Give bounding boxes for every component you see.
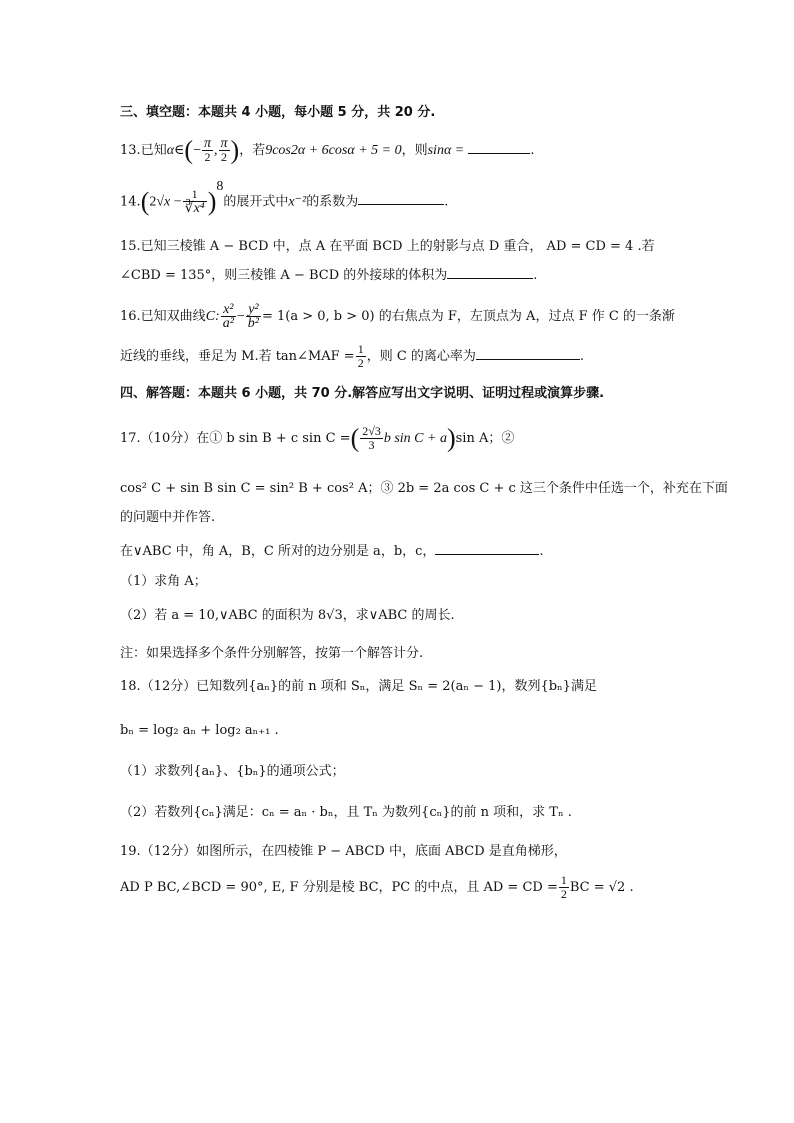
q17-text-3: sin A；② (455, 431, 515, 446)
answer-blank-17[interactable] (435, 540, 539, 555)
q14-text-1: 的展开式中 (223, 194, 289, 210)
q16-text-3: 近线的垂线，垂足为 M.若 tan∠MAF = (120, 349, 355, 364)
question-19-line-2 (120, 874, 634, 901)
question-17-part-1: （1）求角 A； (120, 574, 207, 589)
answer-blank-14[interactable] (358, 190, 444, 205)
question-18-part-1: （1）求数列{aₙ}、{bₙ}的通项公式； (120, 764, 345, 779)
answer-blank-15[interactable] (447, 264, 533, 279)
exponent-8: 8 (216, 179, 224, 194)
q16-text-2: = 1(a > 0, b > 0) 的右焦点为 F，左顶点为 A，过点 F 作 C 的一条渐 (262, 309, 675, 324)
q13-text-1: 已知 (140, 143, 167, 158)
question-16-line-2 (120, 343, 584, 370)
binomial-expression: 2√x − (149, 194, 182, 210)
question-13 (120, 137, 535, 164)
q13-end: . (530, 143, 535, 158)
question-18-line-2: bₙ = log₂ aₙ + log₂ aₙ₊₁ . (120, 723, 279, 738)
q13-condition: α∈ (166, 143, 185, 158)
question-14 (120, 179, 449, 217)
q17-text-1: 17.（10分）在① b sin B + c sin C = (120, 431, 351, 446)
fraction-2root3-over-3: $\frac{2√3}{3}$ (362, 424, 381, 452)
comma: , (214, 143, 218, 158)
q16-end: . (579, 349, 585, 364)
q14-number: 14. (120, 194, 141, 210)
q17-text-2: b sin C + a (383, 431, 447, 446)
section-heading-fill-in: 三、填空题：本题共 4 小题，每小题 5 分，共 20 分. (120, 105, 436, 120)
question-17-line-1 (120, 425, 514, 452)
fraction-y2-over-b2: $\frac{\text{y²}}{\text{b²}}$ (247, 302, 259, 331)
right-paren: ) (446, 423, 456, 453)
minus-sign: − (193, 143, 201, 158)
q15-end: . (533, 268, 538, 283)
question-18-part-2: （2）若数列{cₙ}满足：cₙ = aₙ · bₙ，且 Tₙ 为数列{cₙ}的前 n 项和，求 Tₙ . (120, 805, 572, 820)
right-paren: ) (230, 135, 240, 165)
left-paren: ( (184, 135, 194, 165)
right-paren: ) (207, 186, 217, 216)
q16-curve: C: (205, 309, 220, 324)
question-17-line-3: 的问题中并作答. (120, 510, 216, 525)
q14-end: . (444, 194, 449, 210)
q17-end: . (539, 544, 544, 559)
q14-term: x⁻² (288, 194, 307, 210)
question-17-note: 注：如果选择多个条件分别解答，按第一个解答计分. (120, 646, 424, 661)
question-17-line-4 (120, 540, 544, 562)
fraction-1-over-2: $\frac{1}{2}$ (357, 342, 364, 370)
fraction-pi-over-2: $\frac{\pi}{2}$ (220, 136, 228, 164)
fraction-pi-over-2: $\frac{\pi}{2}$ (204, 136, 212, 164)
q14-text-2: 的系数为 (306, 194, 359, 210)
fraction-1-over-2: $\frac{1}{2}$ (560, 873, 567, 901)
q16-text-4: ，则 C 的离心率为 (366, 349, 476, 364)
q13-text-3: ，则 (401, 143, 428, 158)
q13-ask: sinα = (427, 143, 465, 158)
q15-text: ∠CBD = 135°，则三棱锥 A − BCD 的外接球的体积为 (120, 268, 448, 283)
left-paren: ( (350, 423, 360, 453)
section-heading-answer: 四、解答题：本题共 6 小题，共 70 分.解答应写出文字说明、证明过程或演算步骤. (120, 386, 605, 401)
question-17-part-2: （2）若 a = 10,∨ABC 的面积为 8√3，求∨ABC 的周长. (120, 608, 455, 623)
left-paren: ( (140, 186, 150, 216)
q17-text-4: 在∨ABC 中，角 A，B，C 所对的边分别是 a，b，c， (120, 544, 436, 559)
q16-text-1: 16.已知双曲线 (120, 309, 206, 324)
question-17-line-2: cos² C + sin B sin C = sin² B + cos² A；③ 2b = 2a cos C + c 这三个条件中任选一个，补充在下面 (120, 481, 728, 496)
q13-text-2: ，若 (239, 143, 266, 158)
q19-text-2: BC = √2 . (569, 880, 634, 895)
question-15-line-1: 15.已知三棱锥 A − BCD 中，点 A 在平面 BCD 上的射影与点 D 重合， AD = CD = 4 .若 (120, 239, 655, 254)
fraction-x2-over-a2: $\frac{\text{x²}}{\text{a²}}$ (222, 302, 234, 331)
q13-equation: 9cos2α + 6cosα + 5 = 0 (265, 143, 402, 158)
q13-number: 13. (120, 143, 141, 158)
fraction-1-over-cbrt-x4: $\frac{1}{\text{∛x⁴}}$ (184, 187, 205, 217)
question-15-line-2 (120, 264, 537, 286)
question-19-line-1: 19.（12分）如图所示，在四棱锥 P − ABCD 中，底面 ABCD 是直角梯形， (120, 844, 567, 859)
minus-sign: − (236, 309, 245, 324)
q19-text-1: AD P BC,∠BCD = 90°, E, F 分别是棱 BC，PC 的中点，且 AD = CD = (120, 880, 558, 895)
answer-blank-16[interactable] (476, 345, 580, 360)
question-18-line-1: 18.（12分）已知数列{aₙ}的前 n 项和 Sₙ，满足 Sₙ = 2(aₙ − 1)，数列{bₙ}满足 (120, 679, 597, 694)
question-16-line-1 (120, 303, 675, 330)
answer-blank-13[interactable] (468, 139, 530, 154)
